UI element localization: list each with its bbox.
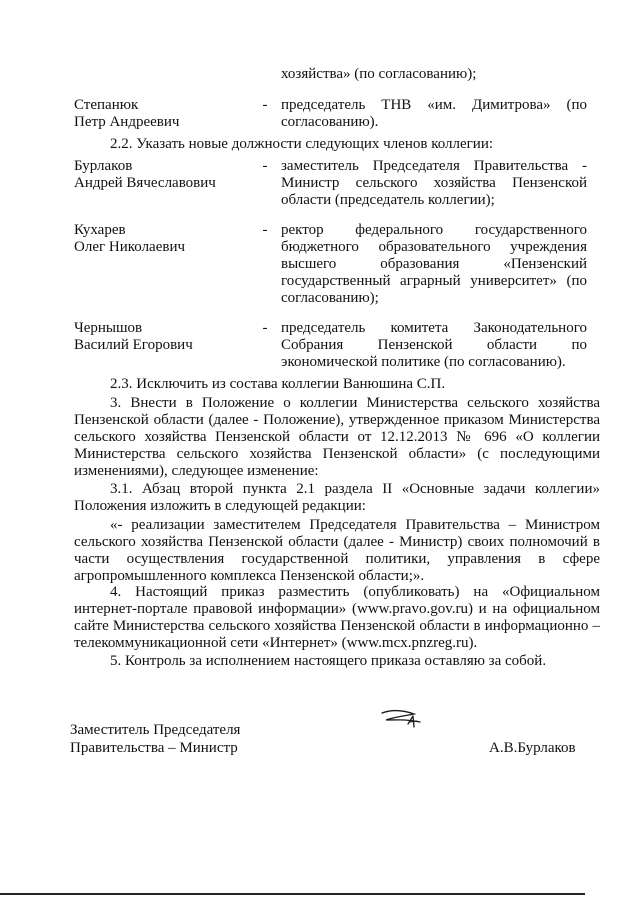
member-name: Чернышов Василий Егорович	[74, 320, 193, 353]
signer-position-line-2: Правительства – Министр	[70, 740, 238, 756]
member-dash: -	[262, 158, 268, 174]
section-2-2: 2.2. Указать новые должности следующих членов коллегии:	[110, 136, 494, 152]
member-dash: -	[262, 222, 268, 238]
member-chernyshov	[74, 320, 594, 374]
member-role: председатель комитета Законодательного Собрания Пензенской области по экономической политике (по согласованию).	[281, 320, 587, 370]
member-kukharev	[74, 222, 594, 312]
section-3: 3. Внести в Положение о коллегии Министерства сельского хозяйства Пензенской области (далее - Положение), утвержденное приказом Министерства сельского хозяйства Пензенской области от 12.12.2013 № 696 «О коллегии Министерства сельского хозяйства Пензенской области» (с последующими изменениями), следующее изменение:	[74, 395, 600, 479]
member-dash: -	[262, 97, 268, 113]
member-name: Бурлаков Андрей Вячеславович	[74, 158, 216, 191]
member-burlakov	[74, 158, 594, 212]
member-name: Кухарев Олег Николаевич	[74, 222, 186, 255]
member-role: ректор федерального государственного бюджетного образовательного учреждения высшего образования «Пензенский государственный аграрный университет» (по согласованию);	[281, 222, 587, 306]
member-role: председатель ТНВ «им. Димитрова» (по согласованию).	[281, 97, 587, 130]
quoted-paragraph: «- реализации заместителем Председателя Правительства – Министром сельского хозяйства Пензенской области (далее - Министр) своих полномочий в части осуществления государственной политики, управления в сфере агропромышленного комплекса Пензенской области;».	[74, 517, 600, 584]
member-name: Степанюк Петр Андреевич	[74, 97, 180, 130]
bottom-divider	[0, 893, 585, 895]
signer-name: А.В.Бурлаков	[489, 740, 576, 756]
member-dash: -	[262, 320, 268, 336]
section-5: 5. Контроль за исполнением настоящего приказа оставляю за собой.	[110, 653, 547, 669]
section-4: 4. Настоящий приказ разместить (опубликовать) на «Официальном интернет-портале правовой информации» (www.pravo.gov.ru) и на официальном сайте Министерства сельского хозяйства Пензенской области в информационно – телекоммуникационной сети «Интернет» (www.mcx.pnzreg.ru).	[74, 584, 600, 651]
member-role: заместитель Председателя Правительства - Министр сельского хозяйства Пензенской области (председатель коллегии);	[281, 158, 587, 208]
section-2-3: 2.3. Исключить из состава коллегии Ванюшина С.П.	[110, 376, 446, 392]
section-3-1: 3.1. Абзац второй пункта 2.1 раздела II «Основные задачи коллегии» Положения изложить в следующей редакции:	[74, 481, 600, 514]
signature-block	[70, 722, 610, 762]
signer-position-line-1: Заместитель Председателя	[70, 722, 241, 738]
continuation-line: хозяйства» (по согласованию);	[281, 66, 477, 82]
member-stepaniuk	[74, 97, 594, 133]
